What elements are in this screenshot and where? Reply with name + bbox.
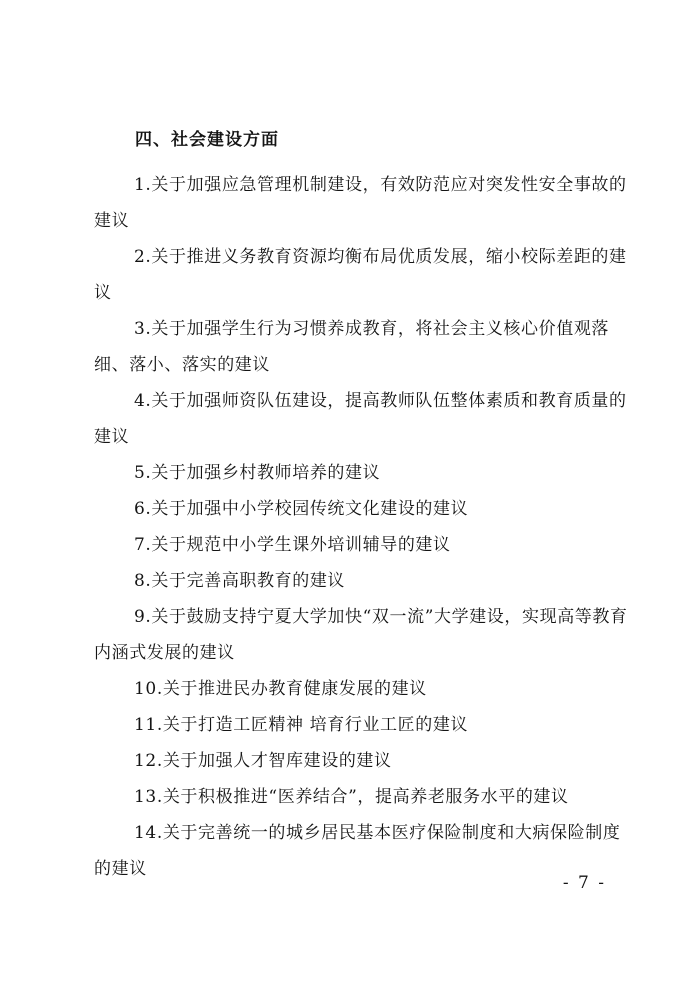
list-item: 13.关于积极推进“医养结合”，提高养老服务水平的建议 [134,787,569,807]
section-title: 四、社会建设方面 [135,130,279,150]
list-item: 9.关于鼓励支持宁夏大学加快“双一流”大学建设，实现高等教育内涵式发展的建议 [94,607,628,663]
page-number: - 7 - [562,873,606,893]
list-item: 11.关于打造工匠精神 培育行业工匠的建议 [134,715,469,735]
list-item: 1.关于加强应急管理机制建设，有效防范应对突发性安全事故的建议 [94,175,627,231]
list-item: 8.关于完善高职教育的建议 [134,571,346,591]
list-item: 6.关于加强中小学校园传统文化建设的建议 [134,499,469,519]
list-item: 5.关于加强乡村教师培养的建议 [134,463,381,483]
list-item: 10.关于推进民办教育健康发展的建议 [134,679,427,699]
list-item: 12.关于加强人才智库建设的建议 [134,751,392,771]
list-item: 3.关于加强学生行为习惯养成教育，将社会主义核心价值观落细、落小、落实的建议 [94,319,610,375]
list-item: 4.关于加强师资队伍建设，提高教师队伍整体素质和教育质量的建议 [94,391,627,447]
suggestion-list [94,167,634,887]
list-item: 2.关于推进义务教育资源均衡布局优质发展，缩小校际差距的建议 [94,247,627,303]
list-item: 7.关于规范中小学生课外培训辅导的建议 [134,535,451,555]
list-item: 14.关于完善统一的城乡居民基本医疗保险制度和大病保险制度的建议 [94,823,621,879]
